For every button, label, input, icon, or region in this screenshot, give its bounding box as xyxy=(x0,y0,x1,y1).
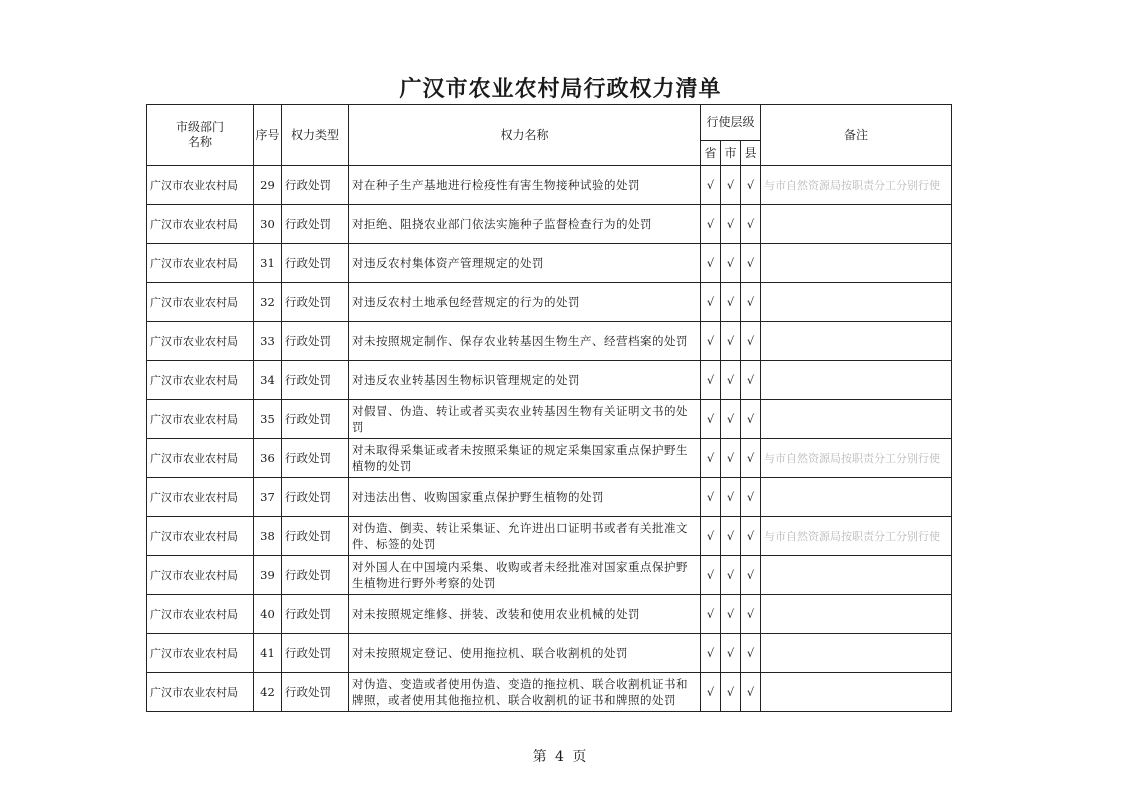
cell-dept: 广汉市农业农村局 xyxy=(147,400,254,439)
cell-no: 32 xyxy=(254,283,282,322)
cell-type: 行政处罚 xyxy=(282,478,349,517)
cell-power-name: 对在种子生产基地进行检疫性有害生物接种试验的处罚 xyxy=(349,166,701,205)
cell-type: 行政处罚 xyxy=(282,205,349,244)
cell-county-check: √ xyxy=(741,166,761,205)
header-type: 权力类型 xyxy=(282,105,349,166)
cell-county-check: √ xyxy=(741,244,761,283)
cell-type: 行政处罚 xyxy=(282,634,349,673)
cell-type: 行政处罚 xyxy=(282,166,349,205)
cell-note xyxy=(761,205,952,244)
header-note: 备注 xyxy=(761,105,952,166)
cell-note xyxy=(761,244,952,283)
cell-power-name: 对拒绝、阻挠农业部门依法实施种子监督检查行为的处罚 xyxy=(349,205,701,244)
cell-province-check: √ xyxy=(701,556,721,595)
page-title: 广汉市农业农村局行政权力清单 xyxy=(399,77,722,102)
cell-province-check: √ xyxy=(701,673,721,712)
cell-no: 34 xyxy=(254,361,282,400)
cell-county-check: √ xyxy=(741,361,761,400)
table-row xyxy=(147,283,952,322)
table-row xyxy=(147,322,952,361)
cell-type: 行政处罚 xyxy=(282,439,349,478)
cell-no: 31 xyxy=(254,244,282,283)
cell-note xyxy=(761,400,952,439)
cell-city-check: √ xyxy=(721,361,741,400)
power-list-table xyxy=(146,104,952,712)
cell-province-check: √ xyxy=(701,283,721,322)
cell-province-check: √ xyxy=(701,634,721,673)
cell-province-check: √ xyxy=(701,205,721,244)
cell-power-name: 对未按照规定登记、使用拖拉机、联合收割机的处罚 xyxy=(349,634,701,673)
cell-city-check: √ xyxy=(721,478,741,517)
cell-province-check: √ xyxy=(701,517,721,556)
table-row xyxy=(147,673,952,712)
cell-type: 行政处罚 xyxy=(282,244,349,283)
cell-power-name: 对未取得采集证或者未按照采集证的规定采集国家重点保护野生植物的处罚 xyxy=(349,439,701,478)
cell-power-name: 对违反农村集体资产管理规定的处罚 xyxy=(349,244,701,283)
cell-power-name: 对未按照规定维修、拼装、改装和使用农业机械的处罚 xyxy=(349,595,701,634)
cell-county-check: √ xyxy=(741,439,761,478)
cell-county-check: √ xyxy=(741,205,761,244)
header-no: 序号 xyxy=(254,105,282,166)
cell-no: 40 xyxy=(254,595,282,634)
cell-city-check: √ xyxy=(721,634,741,673)
table-row xyxy=(147,400,952,439)
cell-power-name: 对伪造、倒卖、转让采集证、允许进出口证明书或者有关批准文件、标签的处罚 xyxy=(349,517,701,556)
cell-no: 37 xyxy=(254,478,282,517)
table-row xyxy=(147,634,952,673)
cell-note xyxy=(761,283,952,322)
page-number: 第 4 页 xyxy=(532,749,589,765)
cell-dept: 广汉市农业农村局 xyxy=(147,205,254,244)
cell-county-check: √ xyxy=(741,478,761,517)
cell-no: 39 xyxy=(254,556,282,595)
cell-city-check: √ xyxy=(721,556,741,595)
header-province: 省 xyxy=(701,141,721,166)
cell-county-check: √ xyxy=(741,556,761,595)
table-row xyxy=(147,478,952,517)
cell-city-check: √ xyxy=(721,205,741,244)
cell-dept: 广汉市农业农村局 xyxy=(147,361,254,400)
cell-note xyxy=(761,361,952,400)
cell-dept: 广汉市农业农村局 xyxy=(147,517,254,556)
cell-type: 行政处罚 xyxy=(282,322,349,361)
table-row xyxy=(147,166,952,205)
cell-power-name: 对外国人在中国境内采集、收购或者未经批准对国家重点保护野生植物进行野外考察的处罚 xyxy=(349,556,701,595)
table-row xyxy=(147,205,952,244)
cell-power-name: 对违反农业转基因生物标识管理规定的处罚 xyxy=(349,361,701,400)
table-body xyxy=(147,166,952,712)
cell-city-check: √ xyxy=(721,322,741,361)
cell-type: 行政处罚 xyxy=(282,361,349,400)
cell-county-check: √ xyxy=(741,517,761,556)
cell-province-check: √ xyxy=(701,322,721,361)
table-row xyxy=(147,361,952,400)
cell-no: 29 xyxy=(254,166,282,205)
cell-no: 30 xyxy=(254,205,282,244)
cell-power-name: 对违法出售、收购国家重点保护野生植物的处罚 xyxy=(349,478,701,517)
cell-province-check: √ xyxy=(701,595,721,634)
cell-dept: 广汉市农业农村局 xyxy=(147,166,254,205)
cell-province-check: √ xyxy=(701,166,721,205)
cell-city-check: √ xyxy=(721,283,741,322)
cell-county-check: √ xyxy=(741,283,761,322)
cell-type: 行政处罚 xyxy=(282,517,349,556)
cell-type: 行政处罚 xyxy=(282,595,349,634)
cell-province-check: √ xyxy=(701,361,721,400)
cell-city-check: √ xyxy=(721,166,741,205)
cell-note: 与市自然资源局按职责分工分别行使 xyxy=(761,439,952,478)
cell-note xyxy=(761,478,952,517)
cell-power-name: 对未按照规定制作、保存农业转基因生物生产、经营档案的处罚 xyxy=(349,322,701,361)
header-city: 市 xyxy=(721,141,741,166)
cell-province-check: √ xyxy=(701,400,721,439)
cell-city-check: √ xyxy=(721,517,741,556)
cell-dept: 广汉市农业农村局 xyxy=(147,595,254,634)
cell-power-name: 对假冒、伪造、转让或者买卖农业转基因生物有关证明文书的处罚 xyxy=(349,400,701,439)
cell-county-check: √ xyxy=(741,400,761,439)
header-row xyxy=(147,105,952,141)
cell-dept: 广汉市农业农村局 xyxy=(147,478,254,517)
header-name: 权力名称 xyxy=(349,105,701,166)
table-row xyxy=(147,439,952,478)
cell-type: 行政处罚 xyxy=(282,673,349,712)
cell-dept: 广汉市农业农村局 xyxy=(147,673,254,712)
cell-city-check: √ xyxy=(721,595,741,634)
cell-no: 36 xyxy=(254,439,282,478)
cell-note xyxy=(761,322,952,361)
table-row xyxy=(147,244,952,283)
cell-dept: 广汉市农业农村局 xyxy=(147,283,254,322)
cell-dept: 广汉市农业农村局 xyxy=(147,322,254,361)
cell-dept: 广汉市农业农村局 xyxy=(147,556,254,595)
cell-province-check: √ xyxy=(701,244,721,283)
cell-note xyxy=(761,634,952,673)
cell-type: 行政处罚 xyxy=(282,556,349,595)
cell-county-check: √ xyxy=(741,673,761,712)
cell-note xyxy=(761,556,952,595)
cell-county-check: √ xyxy=(741,595,761,634)
cell-dept: 广汉市农业农村局 xyxy=(147,634,254,673)
cell-no: 42 xyxy=(254,673,282,712)
cell-no: 41 xyxy=(254,634,282,673)
cell-county-check: √ xyxy=(741,634,761,673)
cell-type: 行政处罚 xyxy=(282,283,349,322)
cell-note xyxy=(761,595,952,634)
cell-no: 38 xyxy=(254,517,282,556)
table-row xyxy=(147,556,952,595)
cell-province-check: √ xyxy=(701,478,721,517)
header-dept: 市级部门名称 xyxy=(147,105,254,166)
cell-dept: 广汉市农业农村局 xyxy=(147,439,254,478)
header-level: 行使层级 xyxy=(701,105,761,141)
header-county: 县 xyxy=(741,141,761,166)
table-row xyxy=(147,517,952,556)
cell-county-check: √ xyxy=(741,322,761,361)
cell-dept: 广汉市农业农村局 xyxy=(147,244,254,283)
cell-city-check: √ xyxy=(721,244,741,283)
cell-type: 行政处罚 xyxy=(282,400,349,439)
table-row xyxy=(147,595,952,634)
cell-power-name: 对违反农村土地承包经营规定的行为的处罚 xyxy=(349,283,701,322)
cell-province-check: √ xyxy=(701,439,721,478)
cell-power-name: 对伪造、变造或者使用伪造、变造的拖拉机、联合收割机证书和牌照，或者使用其他拖拉机、联合收割机的证书和牌照的处罚 xyxy=(349,673,701,712)
cell-city-check: √ xyxy=(721,400,741,439)
cell-note xyxy=(761,673,952,712)
cell-city-check: √ xyxy=(721,673,741,712)
cell-note: 与市自然资源局按职责分工分别行使 xyxy=(761,517,952,556)
cell-note: 与市自然资源局按职责分工分别行使 xyxy=(761,166,952,205)
cell-no: 33 xyxy=(254,322,282,361)
cell-no: 35 xyxy=(254,400,282,439)
cell-city-check: √ xyxy=(721,439,741,478)
